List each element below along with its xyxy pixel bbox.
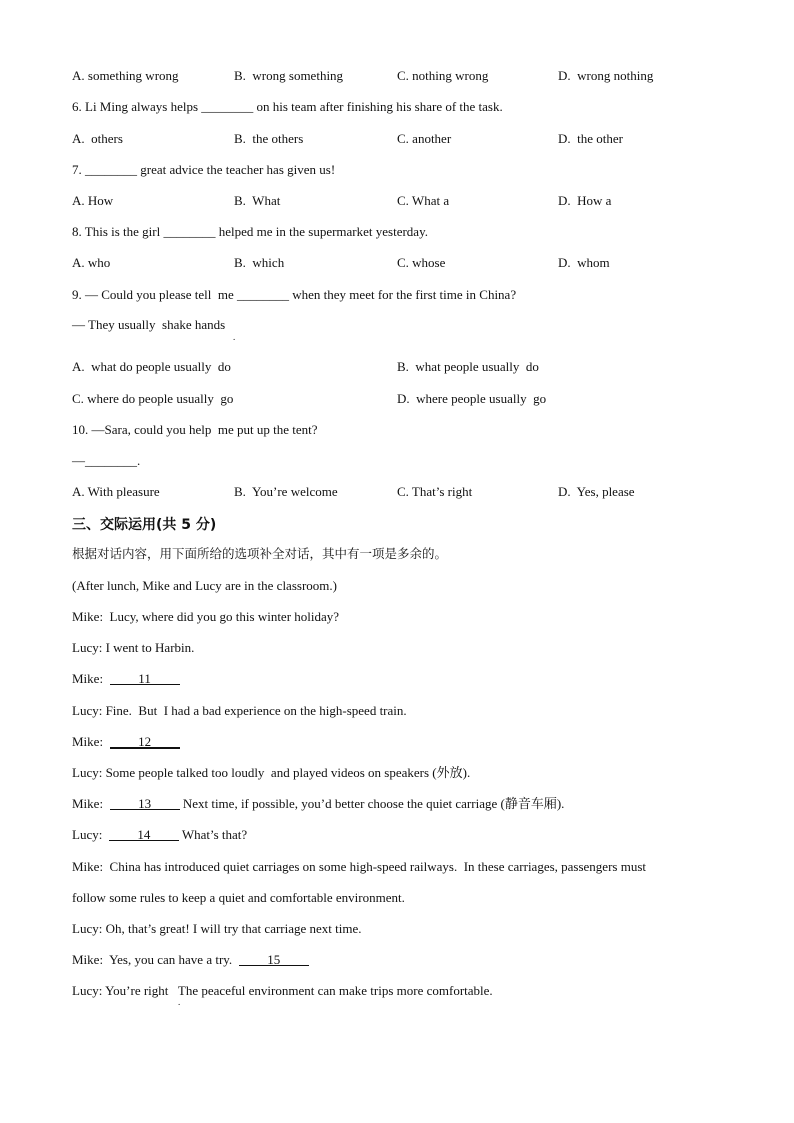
dialogue-line-1: Mike: Lucy, where did you go this winter holiday?: [72, 609, 340, 624]
q5-option-c: C. nothing wrong: [397, 68, 489, 83]
blank: ________: [163, 224, 216, 239]
q10-option-b: B. You’re welcome: [234, 484, 338, 499]
blank-13: 13: [110, 796, 180, 810]
blank: ________: [201, 99, 254, 114]
blank-15: 15: [239, 952, 309, 966]
blank: ________: [237, 287, 290, 302]
q10-option-c: C. That’s right: [397, 484, 473, 499]
q9-answer-line: — They usually shake hands: [72, 317, 226, 332]
q7-option-c: C. What a: [397, 193, 450, 208]
dialogue-line-8: Lucy: 14 What’s that?: [72, 827, 248, 842]
dialogue-line-7: Mike: 13 Next time, if possible, you’d better choose the quiet carriage (静音车厢).: [72, 796, 565, 811]
dialogue-line-5: Mike: 12: [72, 734, 180, 750]
q7-option-d: D. How a: [558, 193, 612, 208]
q9-option-c: C. where do people usually go: [72, 391, 234, 406]
q8-option-b: B. which: [234, 255, 285, 270]
question-8: 8. This is the girl ________ helped me in the supermarket yesterday.: [72, 224, 428, 239]
q5-option-d: D. wrong nothing: [558, 68, 654, 83]
dialogue-line-3: Mike: 11: [72, 671, 180, 687]
q8-option-a: A. who: [72, 255, 111, 270]
q6-option-c: C. another: [397, 131, 452, 146]
stray-dot: .: [233, 332, 236, 342]
stray-dot: .: [178, 997, 181, 1007]
section-heading: 三、交际运用(共 5 分): [72, 517, 217, 533]
dialogue-line-6: Lucy: Some people talked too loudly and played videos on speakers (外放).: [72, 765, 471, 780]
dialogue-line-13: Lucy: You’re right The peaceful environment can make trips more comfortable.: [72, 983, 493, 998]
question-9: 9. — Could you please tell me ________ when they meet for the first time in China?: [72, 287, 517, 302]
question-7: 7. ________ great advice the teacher has given us!: [72, 162, 336, 177]
section-instruction: 根据对话内容，用下面所给的选项补全对话，其中有一项是多余的。: [72, 546, 448, 561]
q9-option-b: B. what people usually do: [397, 359, 539, 374]
q5-option-a: A. something wrong: [72, 68, 179, 83]
q5-option-b: B. wrong something: [234, 68, 344, 83]
dialogue-context: (After lunch, Mike and Lucy are in the classroom.): [72, 578, 337, 593]
dialogue-line-12: Mike: Yes, you can have a try. 15: [72, 952, 309, 968]
q10-option-a: A. With pleasure: [72, 484, 160, 499]
question-6: 6. Li Ming always helps ________ on his team after finishing his share of the task.: [72, 99, 503, 114]
q6-option-b: B. the others: [234, 131, 304, 146]
q6-option-a: A. others: [72, 131, 123, 146]
q9-option-a: A. what do people usually do: [72, 359, 231, 374]
dialogue-line-4: Lucy: Fine. But I had a bad experience on the high-speed train.: [72, 703, 407, 718]
blank-14: 14: [109, 827, 179, 841]
q8-option-c: C. whose: [397, 255, 446, 270]
blank: ________: [85, 453, 137, 468]
dialogue-line-10: follow some rules to keep a quiet and comfortable environment.: [72, 890, 405, 905]
q6-option-d: D. the other: [558, 131, 623, 146]
q9-option-d: D. where people usually go: [397, 391, 547, 406]
dialogue-line-11: Lucy: Oh, that’s great! I will try that carriage next time.: [72, 921, 362, 936]
blank: ________: [85, 162, 137, 177]
q10-answer-line: —________.: [72, 453, 141, 468]
dialogue-line-2: Lucy: I went to Harbin.: [72, 640, 195, 655]
blank-11: 11: [110, 671, 180, 685]
q7-option-a: A. How: [72, 193, 114, 208]
q8-option-d: D. whom: [558, 255, 610, 270]
q10-option-d: D. Yes, please: [558, 484, 635, 499]
q7-option-b: B. What: [234, 193, 281, 208]
blank-12: 12: [110, 734, 180, 749]
question-10: 10. —Sara, could you help me put up the tent?: [72, 422, 318, 437]
dialogue-line-9: Mike: China has introduced quiet carriages on some high-speed railways. In these carriages, passengers must: [72, 859, 646, 874]
